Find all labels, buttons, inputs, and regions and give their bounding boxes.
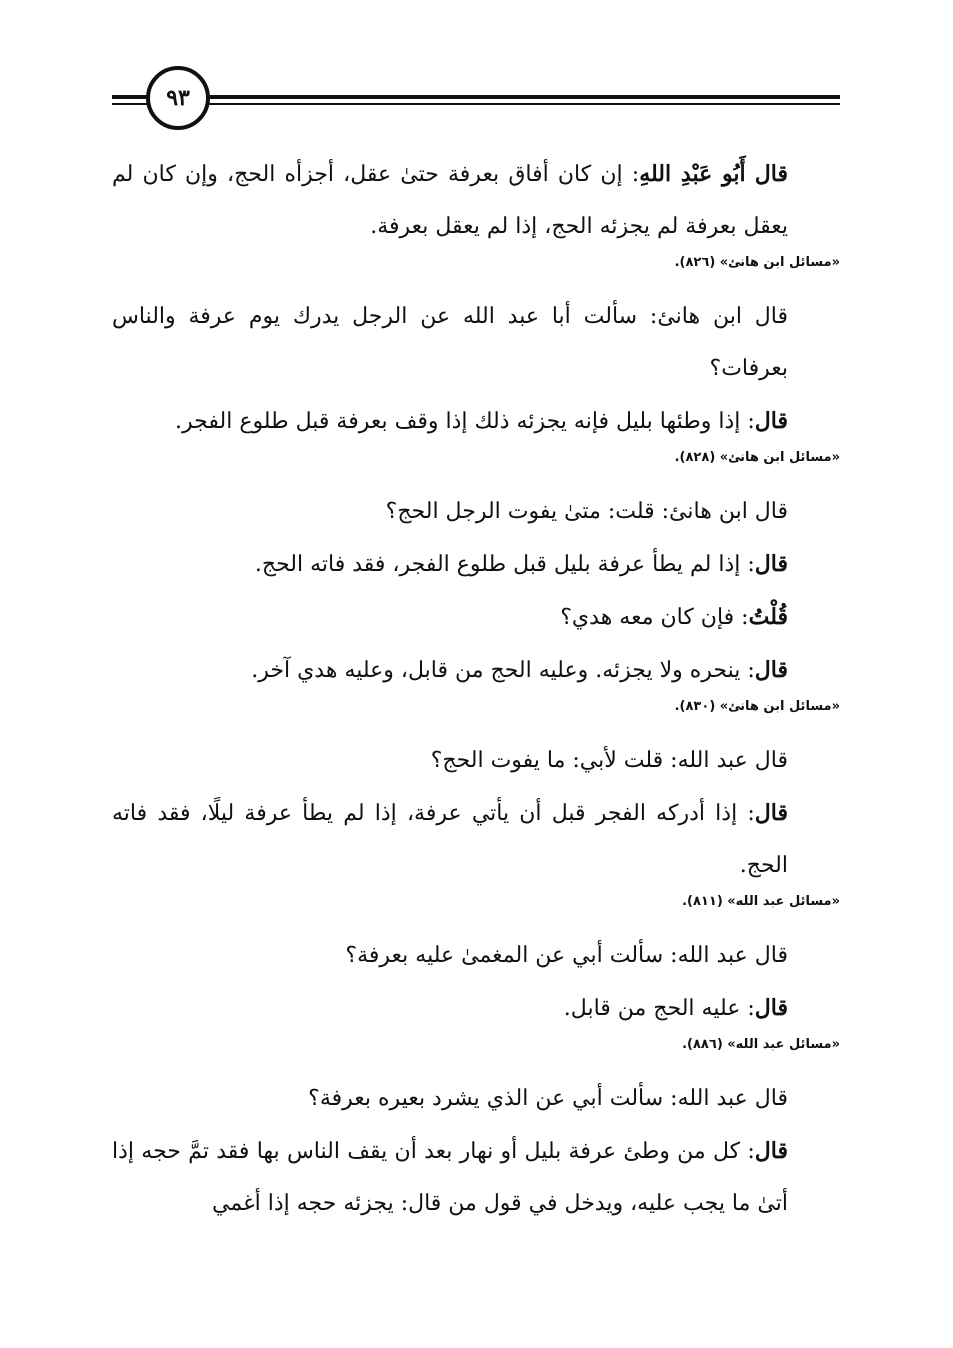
paragraph-text: : إذا لم يطأ عرفة بليل قبل طلوع الفجر، فقد فاته الحج. [254,552,755,577]
speaker-label: قال [754,161,788,187]
paragraph-text: : إذا وطئها بليل فإنه يجزئه ذلك إذا وقف بعرفة قبل طلوع الفجر. [175,409,755,434]
header-rule-thin [112,103,840,105]
paragraph: قال ابن هانئ: سألت أبا عبد الله عن الرجل يدرك يوم عرفة والناس بعرفات؟ [112,304,788,381]
paragraph: قال عبد الله: سألت أبي عن المغمىٰ عليه بعرفة؟ [345,943,788,968]
page-number: ٩٣ [166,85,190,111]
page-body [112,148,840,1230]
speaker-label: قال [754,995,788,1021]
paragraph [112,395,840,448]
paragraph [112,982,840,1035]
paragraph [112,1125,840,1230]
page-header [112,66,840,132]
speaker-label: قال [754,408,788,434]
source-reference: «مسائل عبد الله» (٨٨٦). [682,1037,840,1052]
paragraph: قال عبد الله: قلت لأبي: ما يفوت الحج؟ [430,748,788,773]
speaker-label: قال [754,551,788,577]
source-reference: «مسائل عبد الله» (٨١١). [682,894,840,909]
header-rule-thick [112,95,840,99]
page-number-circle [146,66,210,130]
paragraph [112,591,840,644]
paragraph [112,787,840,892]
paragraph [112,148,840,253]
paragraph-text: : إن كان أفاق بعرفة حتىٰ عقل، أجزأه الحج، وإن كان لم يعقل بعرفة لم يجزئه الحج، إذا لم يعقل بعرفة. [112,162,788,239]
source-reference: «مسائل ابن هانئ» (٨٢٦). [674,255,840,270]
paragraph-text: : إذا أدركه الفجر قبل أن يأتي عرفة، إذا لم يطأ عرفة ليلًا، فقد فاته الحج. [112,801,788,878]
paragraph [112,644,840,697]
paragraph-text: : عليه الحج من قابل. [563,996,755,1021]
source-reference: «مسائل ابن هانئ» (٨٣٠). [674,699,840,714]
speaker-label: قُلْتُ [748,604,788,630]
paragraph-text: : ينحره ولا يجزئه. وعليه الحج من قابل، وعليه هدي آخر. [251,658,755,683]
source-reference: «مسائل ابن هانئ» (٨٢٨). [674,450,840,465]
paragraph-text: : فإن كان معه هدي؟ [560,605,749,630]
paragraph: قال ابن هانئ: قلت: متىٰ يفوت الرجل الحج؟ [385,499,788,524]
speaker-label: قال [754,800,788,826]
speaker-name: أَبُو عَبْدِ اللهِ [639,161,746,187]
paragraph: قال عبد الله: سألت أبي عن الذي يشرد بعيره بعرفة؟ [308,1086,788,1111]
paragraph [112,538,840,591]
speaker-label: قال [754,1138,788,1164]
paragraph-text: : كل من وطئ عرفة بليل أو نهار بعد أن يقف الناس بها فقد تمَّ حجه إذا أتىٰ ما يجب عليه، ويدخل في قول من قال: يجزئه حجه إذا أغمي [112,1139,788,1216]
speaker-label: قال [754,657,788,683]
